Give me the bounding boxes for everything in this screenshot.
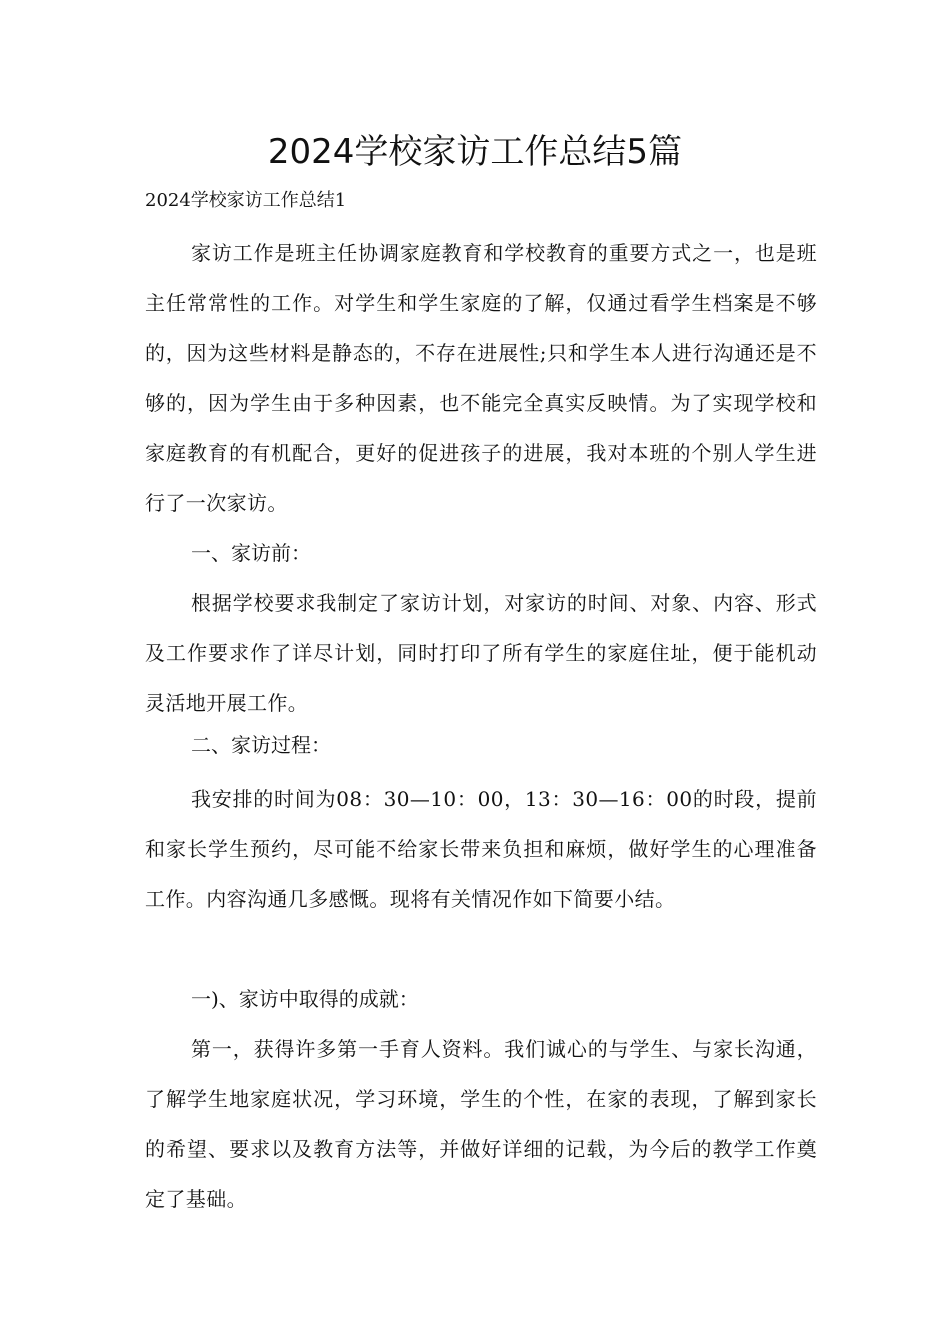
paragraph-plan: 根据学校要求我制定了家访计划，对家访的时间、对象、内容、形式及工作要求作了详尽计划，同时打印了所有学生的家庭住址，便于能机动灵活地开展工作。 [145,591,817,715]
heading-before-visit: 一、家访前： [191,541,311,565]
paragraph-schedule: 我安排的时间为08：30—10：00，13：30—16：00的时段，提前和家长学生预约，尽可能不给家长带来负担和麻烦，做好学生的心理准备工作。内容沟通几多感慨。现将有关情况作如下简要小结。 [145,787,817,911]
heading-achievements: 一)、家访中取得的成就： [191,987,419,1011]
document-title: 2024学校家访工作总结5篇 [267,132,683,172]
paragraph-first-achievement: 第一，获得许多第一手育人资料。我们诚心的与学生、与家长沟通，了解学生地家庭状况，学习环境，学生的个性，在家的表现，了解到家长的希望、要求以及教育方法等，并做好详细的记载，为今后的教学工作奠定了基础。 [145,1037,817,1211]
paragraph-intro: 家访工作是班主任协调家庭教育和学校教育的重要方式之一，也是班主任常常性的工作。对学生和学生家庭的了解，仅通过看学生档案是不够的，因为这些材料是静态的，不存在进展性;只和学生本人进行沟通还是不够的，因为学生由于多种因素，也不能完全真实反映情。为了实现学校和家庭教育的有机配合，更好的促进孩子的进展，我对本班的个别人学生进行了一次家访。 [145,241,817,515]
section-subtitle: 2024学校家访工作总结1 [145,190,347,211]
heading-visit-process: 二、家访过程： [191,733,331,757]
